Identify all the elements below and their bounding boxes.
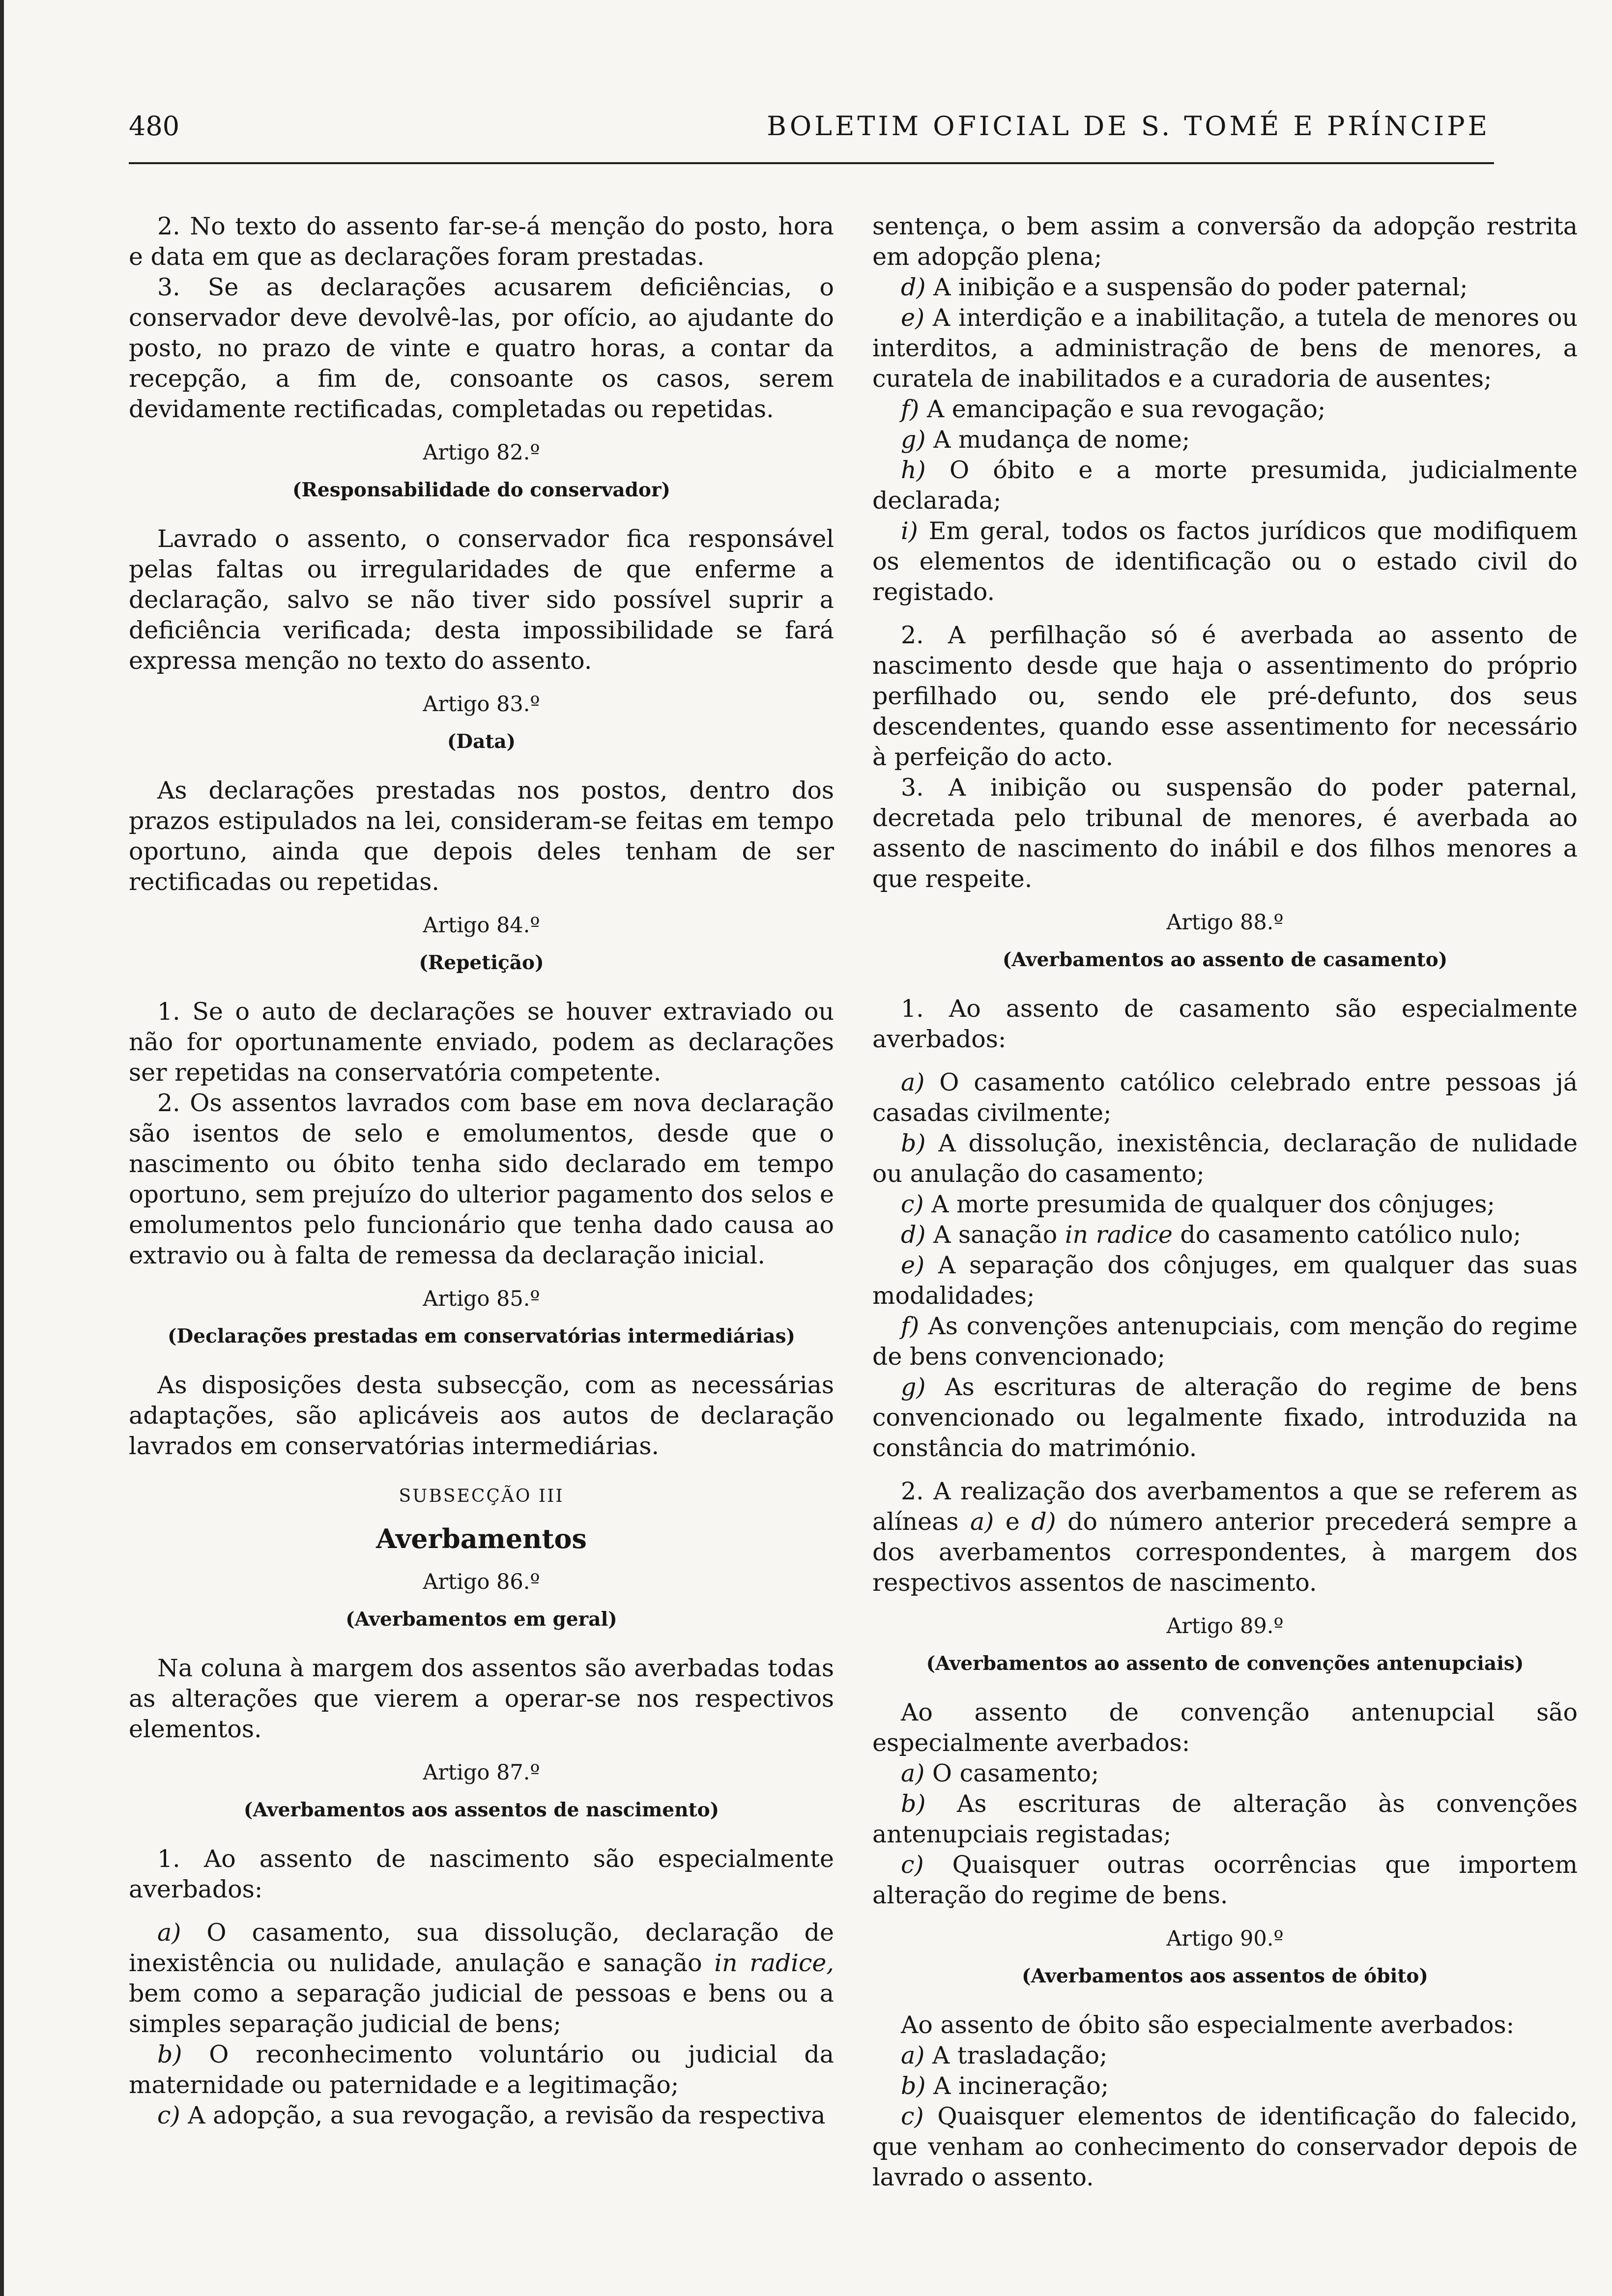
list-letter: b) [901,1129,926,1157]
list-item: g) A mudança de nome; [901,426,1190,454]
list-item: d) A sanação in radice do casamento católico nulo; [901,1221,1522,1249]
list-item: f) As convenções antenupciais, com menção do regime de bens convencionado; [872,1312,1578,1371]
list-letter: c) [901,2102,924,2130]
list-item: c) Quaisquer elementos de identificação do falecido, que venham ao conhecimento do conservador depois de lavrado o assento. [872,2102,1578,2191]
list-item: e) A interdição e a inabilitação, a tutela de menores ou interditos, a administração de bens de menores, a curatela de inabilitados e a curadoria de ausentes; [872,304,1578,393]
article-title: (Data) [447,730,516,753]
paragraph: 2. A realização dos averbamentos a que se referem as alíneas a) e d) do número anterior precederá sempre a dos averbamentos correspondentes, à margem dos respectivos assentos de nascimento. [872,1477,1578,1597]
page-header [129,111,1490,145]
list-item: c) A morte presumida de qualquer dos cônjuges; [901,1190,1496,1218]
paragraph: 1. Ao assento de casamento são especialmente averbados: [872,995,1578,1053]
header-rule [129,162,1494,164]
list-item: i) Em geral, todos os factos jurídicos que modifiquem os elementos de identificação ou o estado civil do registado. [872,517,1578,606]
list-letter: f) [901,1312,920,1340]
paragraph: Lavrado o assento, o conservador fica responsável pelas faltas ou irregularidades de que enferme a declaração, salvo se não tiver sido possível suprir a deficiência verificada; desta impossibilidade se fará expressa menção no texto do assento. [129,525,834,675]
paragraph: As disposições desta subsecção, com as necessárias adaptações, são aplicáveis aos autos de declaração lavrados em conservatórias intermediárias. [129,1371,834,1460]
paragraph: Ao assento de óbito são especialmente averbados: [901,2011,1515,2039]
article-title: (Averbamentos ao assento de casamento) [1002,948,1448,971]
list-item: a) O casamento, sua dissolução, declaração de inexistência ou nulidade, anulação e sanação in radice, bem como a separação judicial de pessoas e bens ou a simples separação judicial de bens; [129,1919,835,2038]
list-letter: c) [901,1190,924,1218]
list-item: c) A adopção, a sua revogação, a revisão da respectiva [157,2101,826,2129]
article-number: Artigo 88.º [1166,910,1284,935]
list-item: e) A separação dos cônjuges, em qualquer das suas modalidades; [872,1251,1578,1310]
list-letter: e) [901,304,925,332]
list-item: b) A incineração; [901,2072,1109,2100]
left-column [129,211,834,2131]
publication-title: BOLETIM OFICIAL DE S. TOMÉ E PRÍNCIPE [767,111,1490,142]
list-letter: g) [901,1373,926,1401]
list-letter: b) [901,2072,926,2100]
article-title: (Averbamentos aos assentos de nascimento) [243,1799,720,1821]
subsection-heading: SUBSECÇÃO III [399,1486,564,1506]
list-item: c) Quaisquer outras ocorrências que importem alteração do regime de bens. [872,1851,1578,1909]
article-title: (Averbamentos ao assento de convenções antenupciais) [926,1652,1524,1675]
page-number: 480 [129,111,180,142]
article-number: Artigo 89.º [1166,1614,1284,1638]
paragraph: 3. Se as declarações acusarem deficiências, o conservador deve devolvê-las, por ofício, ao ajudante do posto, no prazo de vinte e quatro horas, a contar da recepção, a fim de, consoante os casos, serem devidamente rectificadas, completadas ou repetidas. [129,273,834,423]
paragraph: 1. Ao assento de nascimento são especialmente averbados: [129,1845,834,1903]
paragraph: 2. A perfilhação só é averbada ao assento de nascimento desde que haja o assentimento do próprio perfilhado ou, sendo ele pré-defunto, dos seus descendentes, quando esse assentimento for necessário à perfeição do acto. [872,621,1578,771]
article-number: Artigo 86.º [423,1570,540,1594]
list-letter: a) [157,1919,181,1947]
list-letter: a) [901,1068,925,1096]
list-item: a) O casamento católico celebrado entre pessoas já casadas civilmente; [872,1068,1578,1127]
article-title: (Averbamentos aos assentos de óbito) [1022,1965,1428,1987]
list-letter: f) [901,395,920,423]
list-letter: d) [901,273,926,301]
article-number: Artigo 82.º [423,440,540,465]
list-letter: d) [901,1221,926,1249]
page-scan-edge [0,0,4,2296]
list-letter: g) [901,426,926,454]
paragraph: 3. A inibição ou suspensão do poder paternal, decretada pelo tribunal de menores, é averbada ao assento de nascimento do inábil e dos filhos menores a que respeite. [872,774,1578,893]
list-item: g) As escrituras de alteração do regime de bens convencionado ou legalmente fixado, introduzida na constância do matrimónio. [872,1373,1578,1462]
section-title: Averbamentos [376,1523,587,1554]
article-number: Artigo 87.º [423,1760,540,1785]
list-letter: i) [901,517,918,545]
article-number: Artigo 85.º [423,1287,540,1311]
list-item: f) A emancipação e sua revogação; [901,395,1326,423]
paragraph: sentença, o bem assim a conversão da adopção restrita em adopção plena; [872,212,1578,271]
paragraph: Ao assento de convenção antenupcial são especialmente averbados: [872,1698,1578,1757]
list-item: a) A trasladação; [901,2041,1108,2069]
paragraph: Na coluna à margem dos assentos são averbadas todas as alterações que vierem a operar-se nos respectivos elementos. [129,1654,834,1743]
list-letter: b) [901,1790,926,1818]
article-title: (Averbamentos em geral) [345,1608,617,1631]
list-letter: a) [901,1759,925,1787]
right-column [872,211,1578,2193]
list-letter: e) [901,1251,925,1279]
paragraph: 2. No texto do assento far-se-á menção do posto, hora e data em que as declarações foram prestadas. [129,212,834,271]
article-title: (Responsabilidade do conservador) [292,479,670,501]
article-title: (Repetição) [419,951,544,974]
article-title: (Declarações prestadas em conservatórias intermediárias) [167,1325,796,1348]
article-number: Artigo 83.º [423,692,540,717]
list-item: b) A dissolução, inexistência, declaração de nulidade ou anulação do casamento; [872,1129,1578,1188]
list-letter: c) [901,1851,924,1879]
list-item: h) O óbito e a morte presumida, judicialmente declarada; [872,456,1578,515]
list-item: d) A inibição e a suspensão do poder paternal; [901,273,1468,301]
list-letter: c) [157,2101,180,2129]
list-letter: a) [901,2041,925,2069]
list-item: a) O casamento; [901,1759,1099,1787]
article-number: Artigo 84.º [423,913,540,938]
list-letter: h) [901,456,926,484]
article-number: Artigo 90.º [1166,1926,1284,1951]
paragraph: 1. Se o auto de declarações se houver extraviado ou não for oportunamente enviado, podem as declarações ser repetidas na conservatória competente. [129,998,834,1087]
list-item: b) As escrituras de alteração às convenções antenupciais registadas; [872,1790,1578,1848]
list-item: b) O reconhecimento voluntário ou judicial da maternidade ou paternidade e a legitimação; [129,2040,834,2099]
paragraph: As declarações prestadas nos postos, dentro dos prazos estipulados na lei, consideram-se feitas em tempo oportuno, ainda que depois deles tenham de ser rectificadas ou repetidas. [129,776,834,896]
list-letter: b) [157,2040,182,2068]
paragraph: 2. Os assentos lavrados com base em nova declaração são isentos de selo e emolumentos, desde que o nascimento ou óbito tenha sido declarado em tempo oportuno, sem prejuízo do ulterior pagamento dos selos e emolumentos pelo funcionário que tenha dado causa ao extravio ou à falta de remessa da declaração inicial. [129,1089,834,1269]
